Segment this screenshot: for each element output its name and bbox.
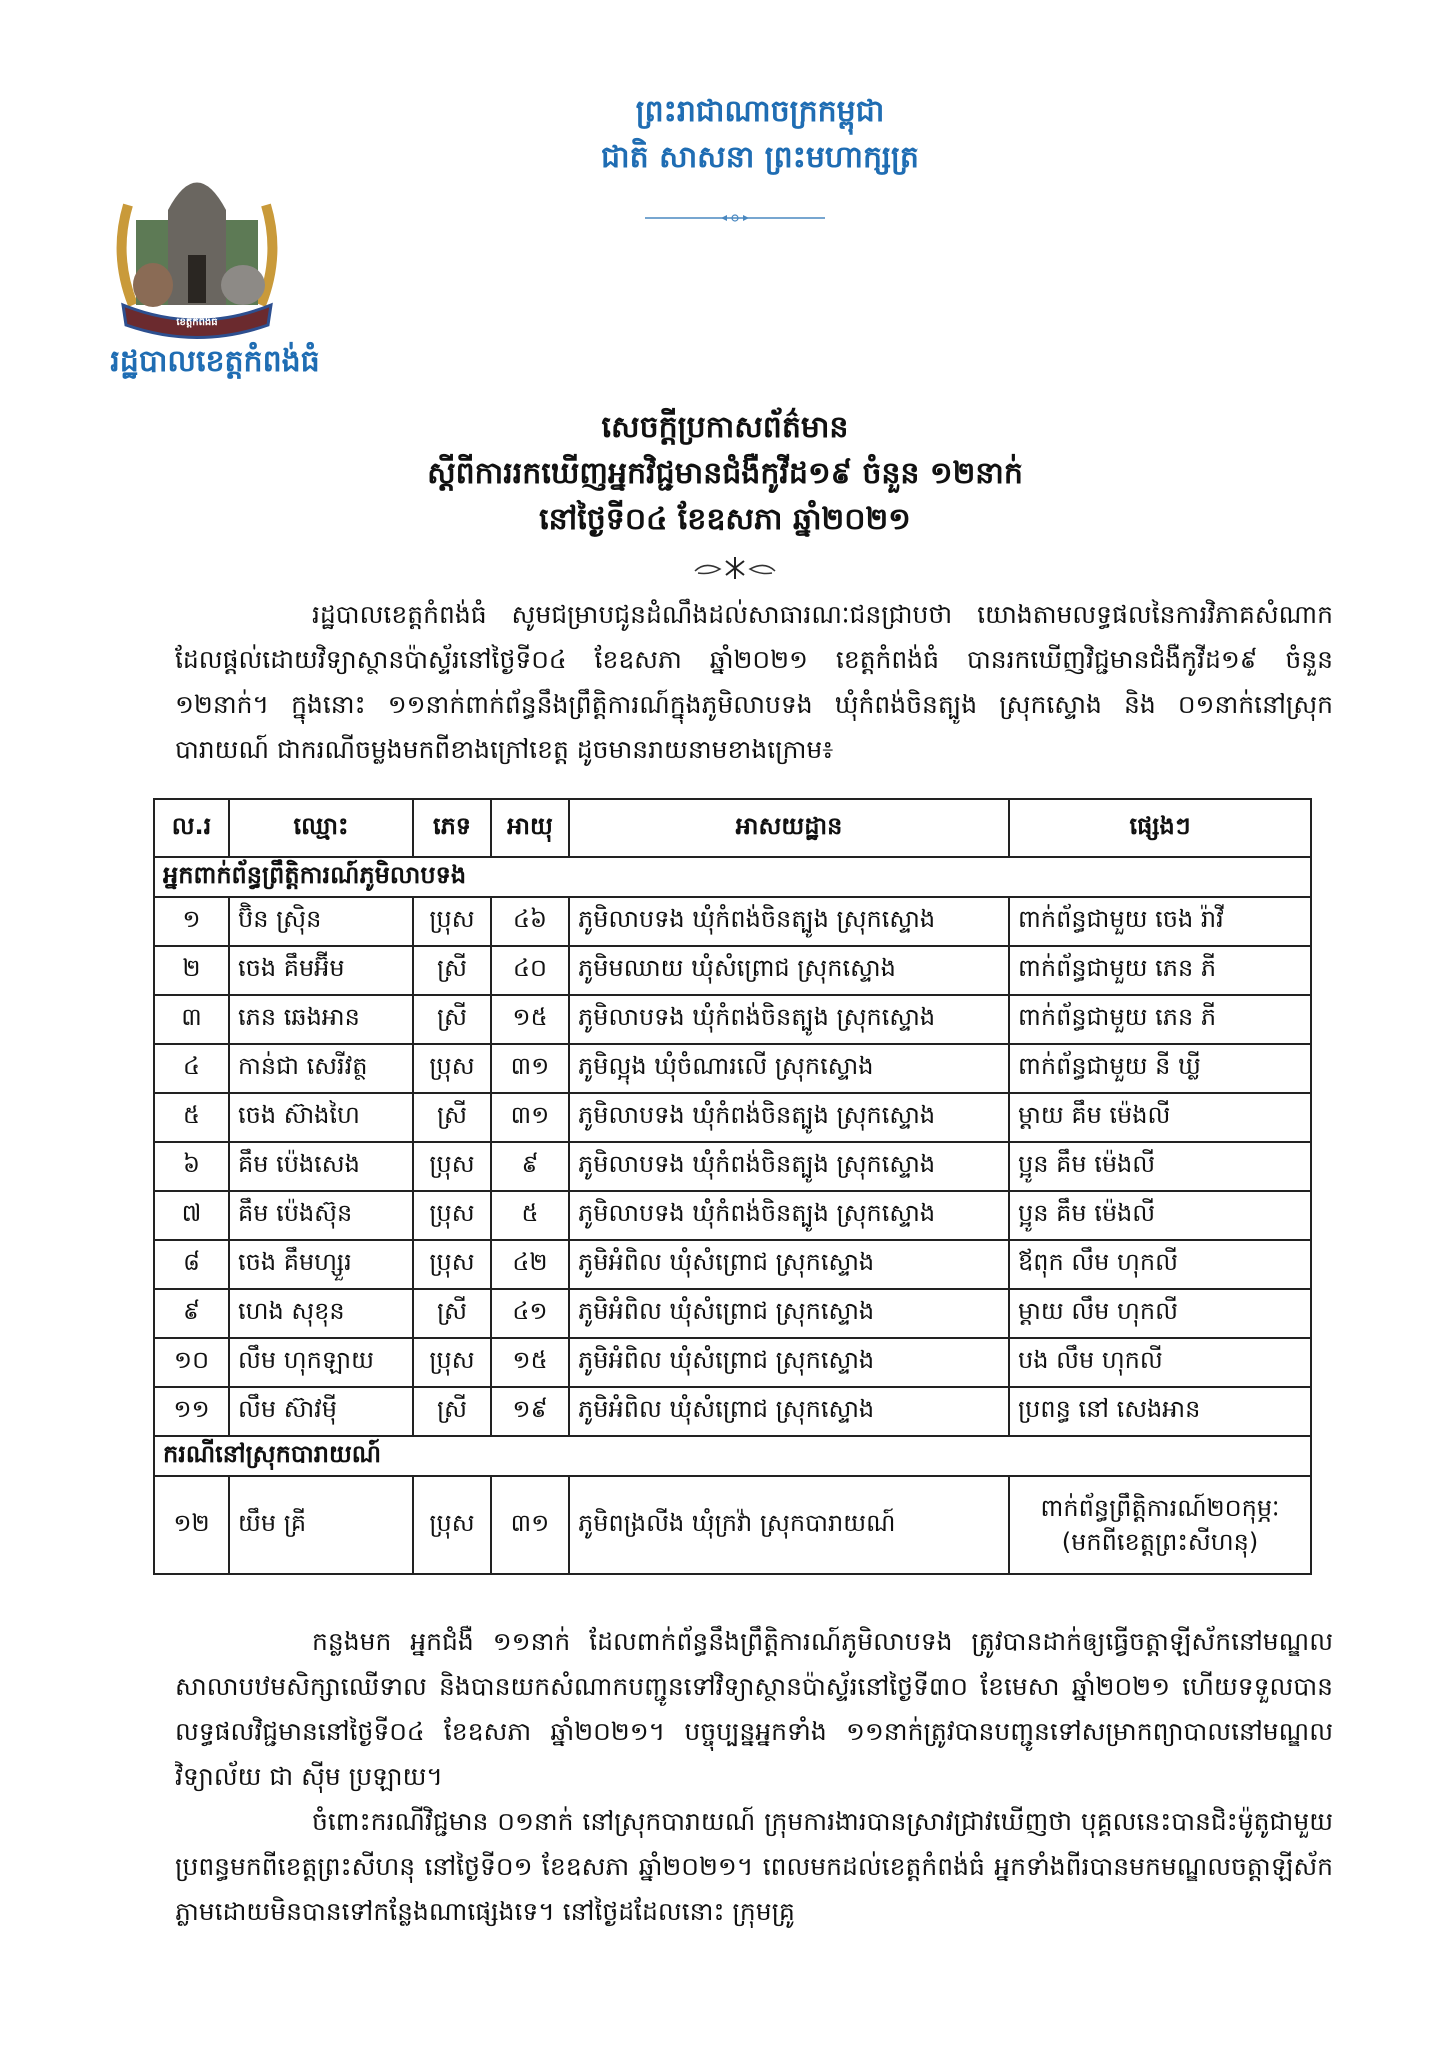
cell-address: ភូមិលាបទង ឃុំកំពង់ចិនត្បូង ស្រុកស្ទោង: [569, 1191, 1009, 1240]
cell-name: លឹម ហុកឡាយ: [229, 1338, 413, 1387]
cell-name: គឹម ប៉េងសេង: [229, 1142, 413, 1191]
treatment-paragraph: កន្លងមក អ្នកជំងឺ ១១នាក់ ដែលពាក់ព័ន្ធនឹងព្រឹត្តិការណ៍ភូមិលាបទង ត្រូវបានដាក់ឲ្យធ្វើចត្តាឡីស័កនៅមណ្ឌលសាលាបឋមសិក្សាឈើទាល និងបានយកសំណាកបញ្ជូនទៅវិទ្យាស្ថានប៉ាស្ទ័រនៅថ្ងៃទី៣០ ខែមេសា ឆ្នាំ២០២១ ហើយទទួលបានលទ្ធផលវិជ្ជមាននៅថ្ងៃទី០៤ ខែឧសភា ឆ្នាំ២០២១។ បច្ចុប្បន្នអ្នកទាំង ១១នាក់ត្រូវបានបញ្ជូនទៅសម្រាកព្យាបាលនៅមណ្ឌលវិទ្យាល័យ ជា ស៊ីម ប្រឡាយ។: [175, 1627, 1333, 1791]
cell-notes: ពាក់ព័ន្ធជាមួយ ភេន ភី: [1009, 995, 1311, 1044]
ornament-icon: [690, 553, 780, 583]
table-row: [154, 1338, 1311, 1387]
col-header-address: អាសយដ្ឋាន: [569, 799, 1009, 857]
cell-no: ១១: [154, 1387, 229, 1436]
col-header-no: ល.រ: [154, 799, 229, 857]
kingdom-header: ព្រះរាជាណាចក្រកម្ពុជា: [635, 94, 885, 129]
cell-sex: ស្រី: [413, 1289, 491, 1338]
table-row: [154, 1289, 1311, 1338]
cell-sex: ប្រុស: [413, 1142, 491, 1191]
motto-header: ជាតិ សាសនា ព្រះមហាក្សត្រ: [601, 140, 919, 175]
cell-name: ចេង ស៊ាងហៃ: [229, 1093, 413, 1142]
cell-address: ភូមិលាបទង ឃុំកំពង់ចិនត្បូង ស្រុកស្ទោង: [569, 1142, 1009, 1191]
temple-emblem-icon: [108, 165, 286, 340]
document-title: សេចក្ដីប្រកាសព័ត៌មាន: [601, 410, 849, 445]
cell-address: ភូមិអំពិល ឃុំសំព្រោជ ស្រុកស្ទោង: [569, 1387, 1009, 1436]
cell-age: ៤០: [491, 946, 569, 995]
cell-sex: ប្រុស: [413, 897, 491, 946]
document-subtitle: ស្ដីពីការរកឃើញអ្នកវិជ្ជមានជំងឺកូវីដ១៩ ចំនួន ១២នាក់: [427, 456, 1023, 491]
cell-notes: ពាក់ព័ន្ធជាមួយ ចេង រ៉ាវី: [1009, 897, 1311, 946]
cell-sex: ស្រី: [413, 1387, 491, 1436]
cell-notes: បង លឹម ហុកលី: [1009, 1338, 1311, 1387]
logo-banner-text: ខេត្តកំពង់ធំ: [176, 317, 218, 328]
table-row: [154, 946, 1311, 995]
cell-notes: ម្ដាយ លឹម ហុកលី: [1009, 1289, 1311, 1338]
cases-table: [153, 798, 1312, 1575]
cell-age: ៥: [491, 1191, 569, 1240]
cell-name: យឹម គ្រី: [229, 1476, 413, 1574]
table-row: [154, 897, 1311, 946]
cell-sex: ស្រី: [413, 1093, 491, 1142]
cell-notes: ប្អូន គឹម ម៉េងលី: [1009, 1142, 1311, 1191]
cell-no: ៧: [154, 1191, 229, 1240]
cell-no: ៦: [154, 1142, 229, 1191]
cell-address: ភូមិអំពិល ឃុំសំព្រោជ ស្រុកស្ទោង: [569, 1240, 1009, 1289]
cell-address: ភូមិមឈាយ ឃុំសំព្រោជ ស្រុកស្ទោង: [569, 946, 1009, 995]
cell-no: ៥: [154, 1093, 229, 1142]
table-row: [154, 1240, 1311, 1289]
section-label: ករណីនៅស្រុកបារាយណ៍: [154, 1436, 1311, 1476]
col-header-name: ឈ្មោះ: [229, 799, 413, 857]
cell-no: ៩: [154, 1289, 229, 1338]
cell-name: លឹម ស៊ាវម៉ី: [229, 1387, 413, 1436]
cell-age: ១៩: [491, 1387, 569, 1436]
cell-sex: ស្រី: [413, 946, 491, 995]
cell-address: ភូមិលាបទង ឃុំកំពង់ចិនត្បូង ស្រុកស្ទោង: [569, 995, 1009, 1044]
cell-no: ៣: [154, 995, 229, 1044]
cell-notes: [1009, 1476, 1311, 1574]
note-line: (មកពីខេត្តព្រះសីហនុ): [1061, 1528, 1259, 1556]
cell-address: ភូមិលាបទង ឃុំកំពង់ចិនត្បូង ស្រុកស្ទោង: [569, 1093, 1009, 1142]
cell-address: ភូមិអំពិល ឃុំសំព្រោជ ស្រុកស្ទោង: [569, 1338, 1009, 1387]
cell-no: ១: [154, 897, 229, 946]
cell-age: ៤៦: [491, 897, 569, 946]
cell-notes: ប្រពន្ធ នៅ សេងអាន: [1009, 1387, 1311, 1436]
cell-no: ៤: [154, 1044, 229, 1093]
cell-age: ៣១: [491, 1476, 569, 1574]
cell-age: ៣១: [491, 1093, 569, 1142]
cell-address: ភូមិលាបទង ឃុំកំពង់ចិនត្បូង ស្រុកស្ទោង: [569, 897, 1009, 946]
cell-age: ៣១: [491, 1044, 569, 1093]
cell-age: ៤២: [491, 1240, 569, 1289]
cell-address: ភូមិពង្រលីង ឃុំក្រវ៉ា ស្រុកបារាយណ៍: [569, 1476, 1009, 1574]
cell-name: កាន់ជា សេរីវត្ថ: [229, 1044, 413, 1093]
cell-name: ចេង គឹមអ៊ីម: [229, 946, 413, 995]
intro-paragraph: រដ្ឋបាលខេត្តកំពង់ធំ សូមជម្រាបជូនដំណឹងដល់សាធារណៈជនជ្រាបថា យោងតាមលទ្ធផលនៃការវិភាគសំណាកដែលផ្ដល់ដោយវិទ្យាស្ថានប៉ាស្ទ័រនៅថ្ងៃទី០៤ ខែឧសភា ឆ្នាំ២០២១ ខេត្តកំពង់ធំ បានរកឃើញវិជ្ជមានជំងឺកូវីដ១៩ ចំនួន ១២នាក់។ ក្នុងនោះ ១១នាក់ពាក់ព័ន្ធនឹងព្រឹត្តិការណ៍ក្នុងភូមិលាបទង ឃុំកំពង់ចិនត្បូង ស្រុកស្ទោង និង ០១នាក់នៅស្រុកបារាយណ៍ ជាករណីចម្លងមកពីខាងក្រៅខេត្ត ដូចមានរាយនាមខាងក្រោម៖: [175, 600, 1333, 764]
cell-name: ហេង សុខុន: [229, 1289, 413, 1338]
table-row: [154, 1093, 1311, 1142]
cell-notes: ឪពុក លឹម ហុកលី: [1009, 1240, 1311, 1289]
cell-no: ១០: [154, 1338, 229, 1387]
table-row: [154, 995, 1311, 1044]
table-header-row: [154, 799, 1311, 857]
cell-name: ប៊ិន ស្រ៊ិន: [229, 897, 413, 946]
cell-sex: ប្រុស: [413, 1338, 491, 1387]
cell-no: ១២: [154, 1476, 229, 1574]
cell-sex: ប្រុស: [413, 1044, 491, 1093]
table-row: [154, 1191, 1311, 1240]
province-logo: [108, 165, 286, 340]
note-line: ពាក់ព័ន្ធព្រឹត្តិការណ៍២០កុម្ភៈ: [1040, 1494, 1280, 1522]
cell-notes: ពាក់ព័ន្ធជាមួយ នី ឃ្លី: [1009, 1044, 1311, 1093]
cell-no: ៨: [154, 1240, 229, 1289]
cell-sex: ប្រុស: [413, 1240, 491, 1289]
cell-age: ១៥: [491, 995, 569, 1044]
col-header-age: អាយុ: [491, 799, 569, 857]
cell-sex: ប្រុស: [413, 1476, 491, 1574]
cell-name: ភេន ឆេងអាន: [229, 995, 413, 1044]
cell-notes: ម្ដាយ គឹម ម៉េងលី: [1009, 1093, 1311, 1142]
cell-age: ១៥: [491, 1338, 569, 1387]
cell-notes: ពាក់ព័ន្ធជាមួយ ភេន ភី: [1009, 946, 1311, 995]
section-label: អ្នកពាក់ព័ន្ធព្រឹត្តិការណ៍ភូមិលាបទង: [154, 857, 1311, 897]
cell-address: ភូមិល្អុង ឃុំចំណារលើ ស្រុកស្ទោង: [569, 1044, 1009, 1093]
document-date: នៅថ្ងៃទី០៤ ខែឧសភា ឆ្នាំ២០២១: [539, 502, 911, 537]
cell-age: ៤១: [491, 1289, 569, 1338]
cell-no: ២: [154, 946, 229, 995]
organization-name: រដ្ឋបាលខេត្តកំពង់ធំ: [110, 344, 320, 379]
cell-name: ចេង គឹមហ្សួរ: [229, 1240, 413, 1289]
col-header-sex: ភេទ: [413, 799, 491, 857]
table-row: [154, 1044, 1311, 1093]
cell-age: ៩: [491, 1142, 569, 1191]
section-row-lapbtong: [154, 857, 1311, 897]
cell-sex: ប្រុស: [413, 1191, 491, 1240]
table-row: [154, 1476, 1311, 1574]
cell-notes: ប្អូន គឹម ម៉េងលី: [1009, 1191, 1311, 1240]
col-header-notes: ផ្សេងៗ: [1009, 799, 1311, 857]
table-row: [154, 1142, 1311, 1191]
section-row-baray: [154, 1436, 1311, 1476]
baray-case-paragraph: ចំពោះករណីវិជ្ជមាន ០១នាក់ នៅស្រុកបារាយណ៍ ក្រុមការងារបានស្រាវជ្រាវឃើញថា បុគ្គលនេះបានជិះម៉ូតូជាមួយប្រពន្ធមកពីខេត្តព្រះសីហនុ នៅថ្ងៃទី០១ ខែឧសភា ឆ្នាំ២០២១។ ពេលមកដល់ខេត្តកំពង់ធំ អ្នកទាំងពីរបានមកមណ្ឌលចត្តាឡីស័កភ្លាមដោយមិនបានទៅកន្លែងណាផ្សេងទេ។ នៅថ្ងៃដដែលនោះ ក្រុមគ្រូ: [175, 1807, 1333, 1926]
table-row: [154, 1387, 1311, 1436]
cell-sex: ស្រី: [413, 995, 491, 1044]
cell-name: គឹម ប៉េងស៊ុន: [229, 1191, 413, 1240]
cell-address: ភូមិអំពិល ឃុំសំព្រោជ ស្រុកស្ទោង: [569, 1289, 1009, 1338]
header-divider-icon: [645, 212, 825, 224]
